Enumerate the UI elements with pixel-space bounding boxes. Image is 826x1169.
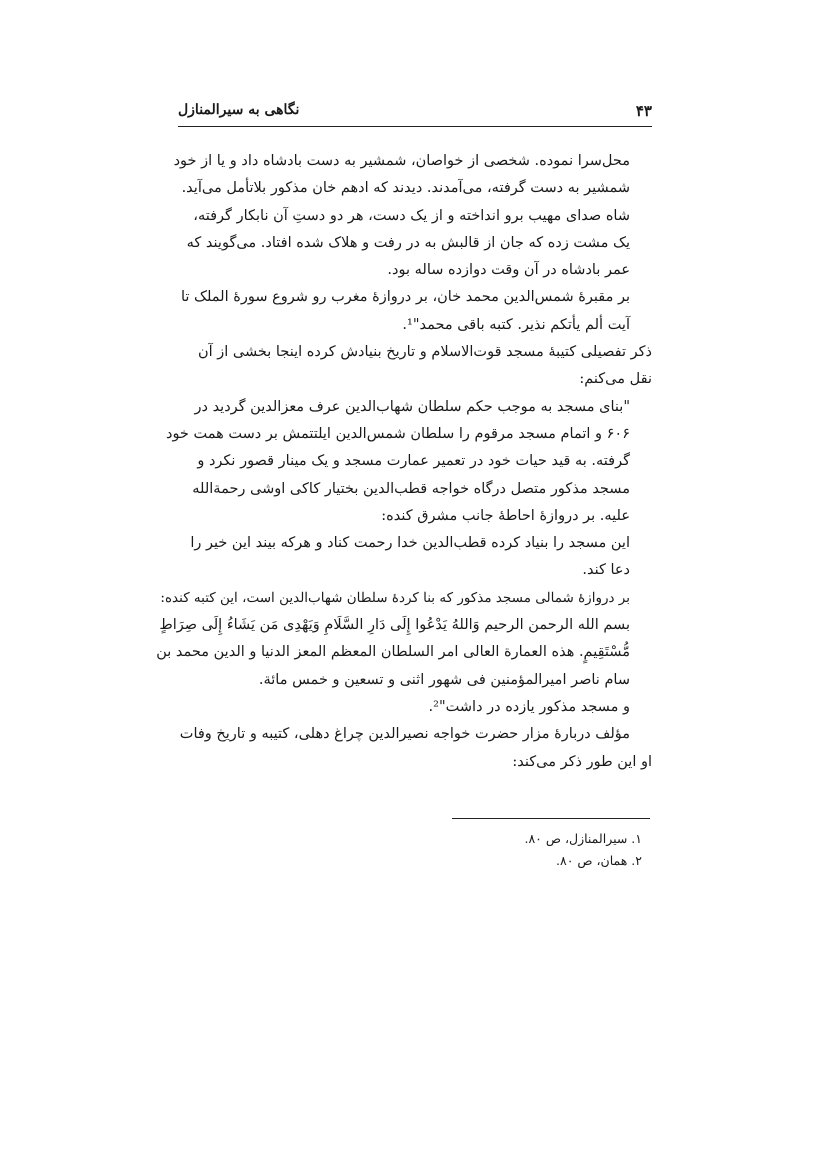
- text-line: آیت ألم یأتکم نذیر. کتبه باقی محمد"¹.: [402, 316, 630, 333]
- text-line: شاه صدای مهیب برو انداخته و از یک دست، هر دو دستِ آن نابکار گرفته،: [193, 207, 630, 224]
- text-line: بر مقبرهٔ شمس‌الدین محمد خان، بر دروازهٔ مغرب رو شروع سورهٔ الملک تا: [180, 289, 630, 306]
- text-line: گرفته. به قید حیات خود در تعمیر عمارت مسجد و یک مینار قصور نکرد و: [197, 453, 630, 470]
- body-text: [156, 148, 652, 776]
- text-line: مُّسْتَقِیمٍ. هذه العمارة العالی امر السلطان المعظم المعز الدنیا و الدین محمد بن: [156, 644, 630, 661]
- text-line: محل‌سرا نموده. شخصی از خواصان، شمشیر به دست بادشاه داد و یا از خود: [173, 153, 630, 169]
- text-line: این مسجد را بنیاد کرده قطب‌الدین خدا رحمت کناد و هرکه بیند این خیر را: [190, 535, 630, 552]
- text-line: او این طور ذکر می‌کند:: [512, 753, 652, 770]
- text-line: نقل می‌کنم:: [579, 371, 652, 388]
- text-line: دعا کند.: [582, 562, 630, 579]
- text-line: ۶۰۶ و اتمام مسجد مرقوم را سلطان شمس‌الدین ایلتتمش بر دست همت خود: [165, 425, 630, 442]
- text-line: ذکر تفصیلی کتیبهٔ مسجد قوت‌الاسلام و تاریخ بنیادش کرده اینجا بخشی از آن: [197, 344, 652, 361]
- page-number: ۴۳: [635, 102, 652, 120]
- text-line: و مسجد مذکور یازده در داشت"².: [428, 698, 630, 715]
- text-line: بسم الله الرحمن الرحیم وَاللهُ یَدْعُوا إِلَی دَارِ السَّلَامِ وَیَهْدِی مَن یَشَاءُ إِلَی صِرَاطٍ: [159, 617, 630, 634]
- text-line: بر دروازهٔ شمالی مسجد مذکور که بنا کردهٔ سلطان شهاب‌الدین است، این کتبه کنده:: [160, 589, 630, 606]
- running-title: نگاهی به سیرالمنازل: [178, 102, 300, 118]
- text-line: عمر بادشاه در آن وقت دوازده ساله بود.: [387, 262, 630, 279]
- text-line: "بنای مسجد به موجب حکم سلطان شهاب‌الدین عرف معزالدین گردید در: [194, 398, 630, 415]
- text-line: یک مشت زده که جان از قالبش به در رفت و هلاک شده افتاد. می‌گویند که: [186, 234, 630, 251]
- text-line: سام ناصر امیرالمؤمنین فی شهور اثنی و تسعین و خمس مائة.: [258, 671, 630, 688]
- footnotes: [178, 828, 652, 872]
- text-line: مسجد مذکور متصل درگاه خواجه قطب‌الدین بختیار کاکی اوشی رحمةالله: [192, 480, 630, 497]
- footnote-rule: [452, 818, 650, 819]
- running-header: [178, 96, 652, 127]
- text-line: مؤلف دربارهٔ مزار حضرت خواجه نصیرالدین چراغ دهلی، کتیبه و تاریخ وفات: [179, 726, 630, 743]
- footnote: ۲. همان، ص ۸۰.: [556, 853, 642, 868]
- footnote: ۱. سیرالمنازل، ص ۸۰.: [524, 831, 642, 846]
- text-line: علیه. بر دروازهٔ احاطهٔ جانب مشرق کنده:: [381, 507, 630, 524]
- text-line: شمشیر به دست گرفته، می‌آمدند. دیدند که ادهم خان مذکور بلاتأمل می‌آید.: [181, 180, 630, 197]
